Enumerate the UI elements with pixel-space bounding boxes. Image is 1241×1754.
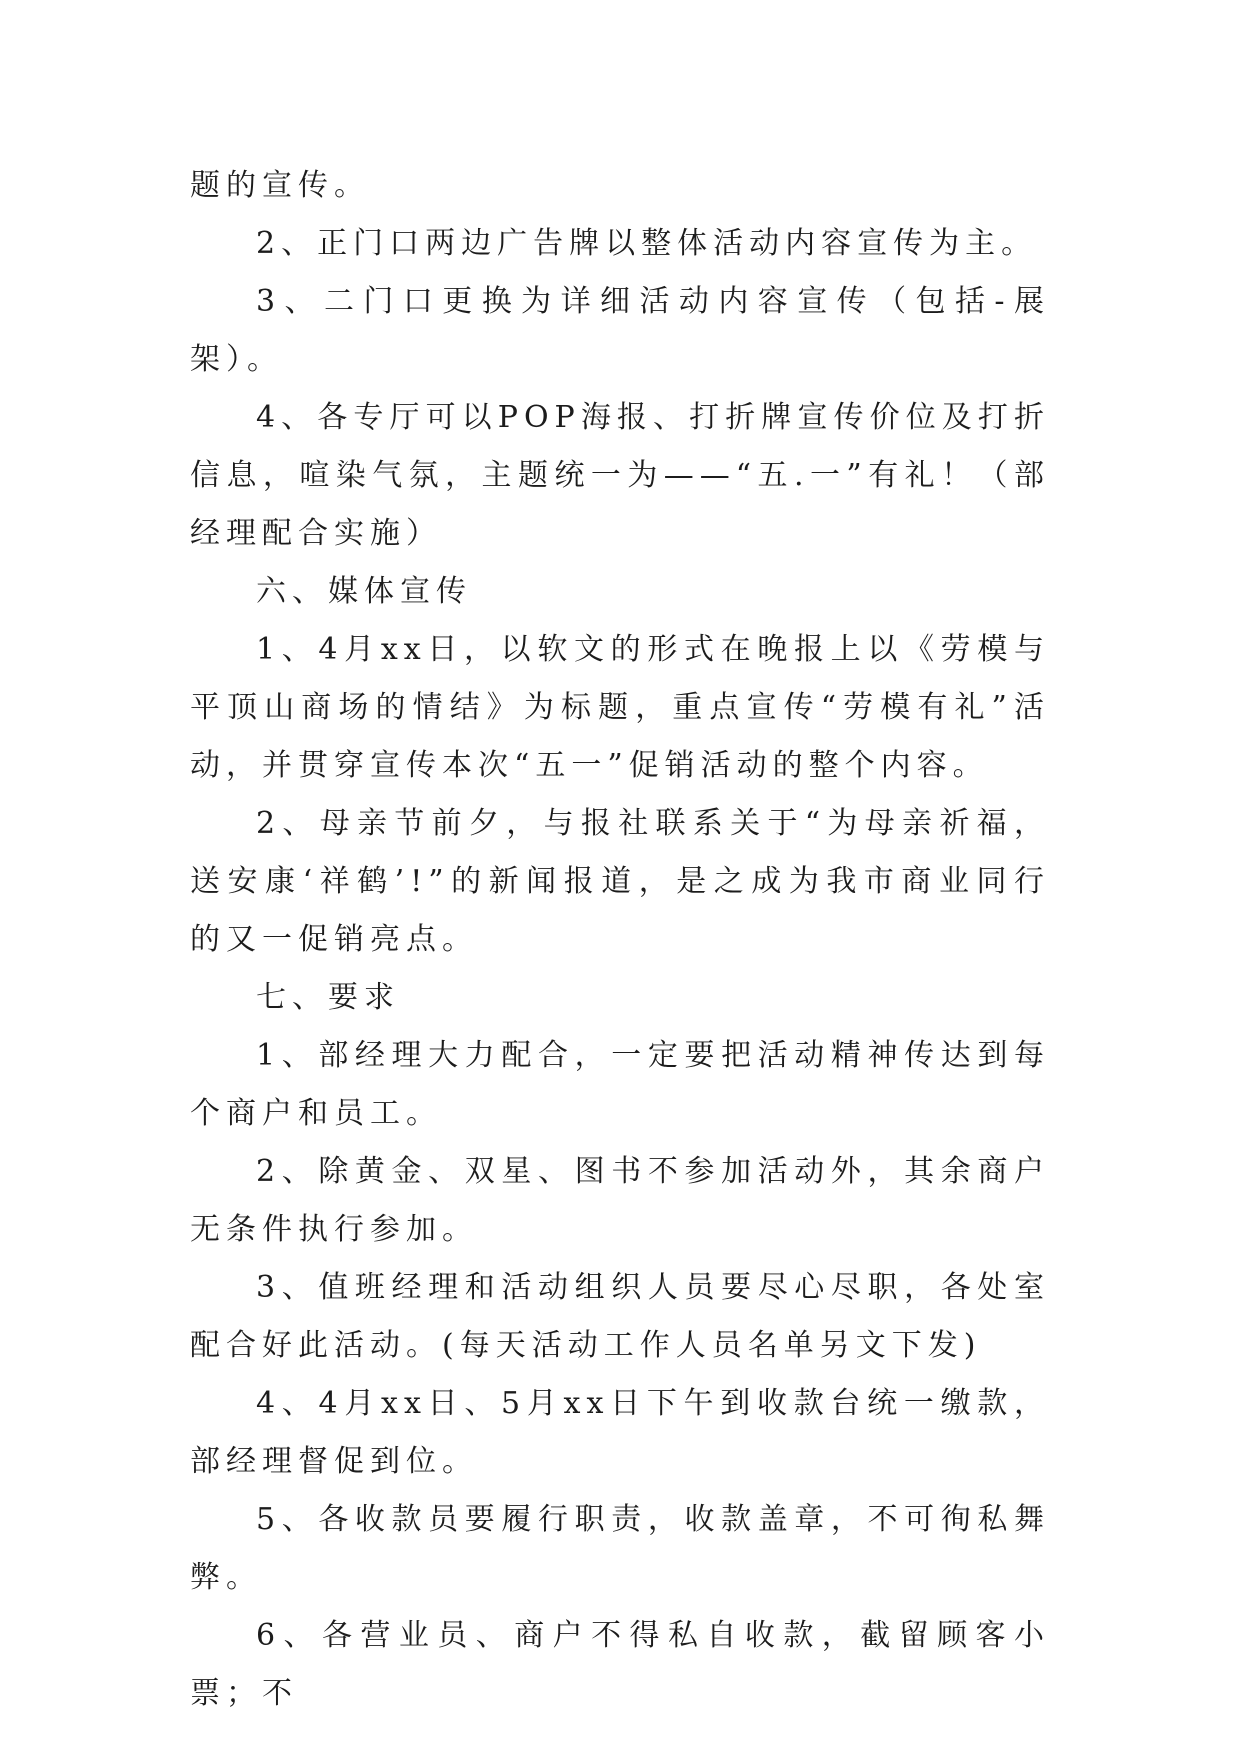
paragraph-requirement-4: 4、4月xx日、5月xx日下午到收款台统一缴款，部经理督促到位。: [190, 1386, 1050, 1479]
document-body: [190, 157, 1050, 1723]
paragraph-item-2-billboards: 2、正门口两边广告牌以整体活动内容宣传为主。: [256, 226, 1038, 261]
paragraph-requirement-5: 5、各收款员要履行职责，收款盖章，不可徇私舞弊。: [190, 1502, 1050, 1595]
paragraph-requirement-6: 6、各营业员、商户不得私自收款，截留顾客小票；不: [190, 1618, 1050, 1711]
paragraph-media-2: 2、母亲节前夕，与报社联系关于“为母亲祈福，送安康‘祥鹤’!”的新闻报道，是之成为我市商业同行的又一促销亮点。: [190, 806, 1050, 957]
paragraph-requirement-3: 3、值班经理和活动组织人员要尽心尽职，各处室配合好此活动。(每天活动工作人员名单另文下发): [190, 1270, 1050, 1363]
paragraph-media-1: 1、4月xx日，以软文的形式在晚报上以《劳模与平顶山商场的情结》为标题，重点宣传“劳模有礼”活动，并贯穿宣传本次“五一”促销活动的整个内容。: [190, 632, 1050, 783]
paragraph-item-4-pop-posters: 4、各专厅可以POP海报、打折牌宣传价位及打折信息，喧染气氛，主题统一为——“五.一”有礼！（部经理配合实施）: [190, 400, 1050, 551]
paragraph-continuation: 题的宣传。: [190, 168, 370, 203]
paragraph-item-3-second-door: 3、二门口更换为详细活动内容宣传（包括-展架）。: [190, 284, 1050, 377]
section-heading-requirements: 七、要求: [256, 980, 400, 1015]
paragraph-requirement-1: 1、部经理大力配合，一定要把活动精神传达到每个商户和员工。: [190, 1038, 1050, 1131]
section-heading-media: 六、媒体宣传: [256, 574, 472, 609]
paragraph-requirement-2: 2、除黄金、双星、图书不参加活动外，其余商户无条件执行参加。: [190, 1154, 1050, 1247]
